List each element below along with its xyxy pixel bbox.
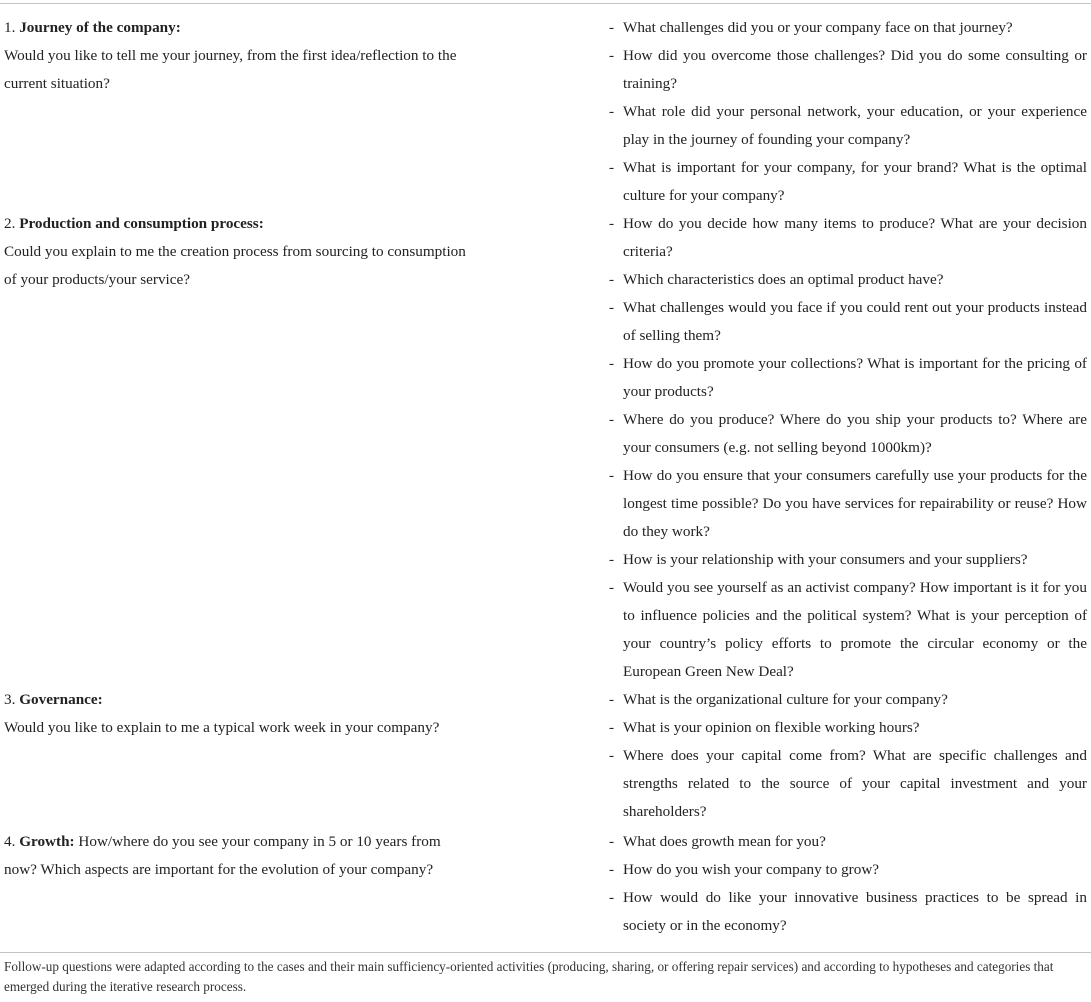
bullet-dash: - — [609, 691, 615, 708]
section-title: Production and consumption process: — [19, 215, 264, 232]
followup-item: - What is your opinion on flexible working hours? — [609, 714, 1087, 742]
section-question: Could you explain to me the creation process from sourcing to consumption of your products/your service? — [4, 243, 466, 288]
followup-item: - What challenges did you or your company face on that journey? — [609, 14, 1087, 42]
bullet-dash: - — [609, 467, 615, 484]
bullet-dash: - — [609, 271, 615, 288]
section-title: Journey of the company: — [19, 19, 181, 36]
table-footnote: Follow-up questions were adapted according to the cases and their main sufficiency-oriented activities (producing, sharing, or offering repair services) and according to hypotheses and categories that emerged during the iterative research process. — [4, 959, 1054, 994]
bullet-dash: - — [609, 411, 615, 428]
bullet-dash: - — [609, 747, 615, 764]
section-title: Growth: — [19, 833, 75, 850]
followup-item: - What is important for your company, for your brand? What is the optimal culture for your company? — [609, 154, 1087, 210]
bullet-dash: - — [609, 719, 615, 736]
followup-item: - What does growth mean for you? — [609, 828, 1087, 856]
section-4-followups — [609, 828, 1087, 940]
table-top-rule — [0, 3, 1091, 4]
section-question: How/where do you see your company in 5 or 10 years from now? Which aspects are important for the evolution of your company? — [4, 833, 441, 878]
section-number: 2. — [4, 215, 16, 232]
followup-item: - How do you decide how many items to produce? What are your decision criteria? — [609, 210, 1087, 266]
table-bottom-rule — [0, 952, 1091, 953]
section-number: 4. — [4, 833, 16, 850]
bullet-dash: - — [609, 47, 615, 64]
bullet-dash: - — [609, 355, 615, 372]
followup-item: - How did you overcome those challenges? Did you do some consulting or training? — [609, 42, 1087, 98]
followup-item: - What challenges would you face if you could rent out your products instead of selling them? — [609, 294, 1087, 350]
bullet-dash: - — [609, 215, 615, 232]
followup-item: - What is the organizational culture for your company? — [609, 686, 1087, 714]
section-2-followups — [609, 210, 1087, 686]
section-1-followups — [609, 14, 1087, 210]
bullet-dash: - — [609, 861, 615, 878]
bullet-dash: - — [609, 551, 615, 568]
bullet-dash: - — [609, 833, 615, 850]
followup-item: - How do you wish your company to grow? — [609, 856, 1087, 884]
followup-item: - What role did your personal network, your education, or your experience play in the journey of founding your company? — [609, 98, 1087, 154]
section-title: Governance: — [19, 691, 103, 708]
section-3-main-question — [4, 686, 474, 742]
bullet-dash: - — [609, 579, 615, 596]
section-question: Would you like to tell me your journey, from the first idea/reflection to the current situation? — [4, 47, 457, 92]
section-number: 1. — [4, 19, 16, 36]
followup-item: - Which characteristics does an optimal product have? — [609, 266, 1087, 294]
section-1-main-question — [4, 14, 474, 98]
followup-item: - How would do like your innovative business practices to be spread in society or in the economy? — [609, 884, 1087, 940]
section-2-main-question — [4, 210, 474, 294]
section-question: Would you like to explain to me a typical work week in your company? — [4, 719, 440, 736]
section-3-followups — [609, 686, 1087, 826]
bullet-dash: - — [609, 19, 615, 36]
bullet-dash: - — [609, 159, 615, 176]
bullet-dash: - — [609, 889, 615, 906]
bullet-dash: - — [609, 299, 615, 316]
followup-item: - Where does your capital come from? What are specific challenges and strengths related to the source of your capital investment and your shareholders? — [609, 742, 1087, 826]
followup-item: - Would you see yourself as an activist company? How important is it for you to influence policies and the political system? What is your perception of your country’s policy efforts to promote the circular economy or the European Green New Deal? — [609, 574, 1087, 686]
section-number: 3. — [4, 691, 16, 708]
section-4-main-question — [4, 828, 454, 884]
followup-item: - How is your relationship with your consumers and your suppliers? — [609, 546, 1087, 574]
followup-item: - Where do you produce? Where do you ship your products to? Where are your consumers (e.g. not selling beyond 1000km)? — [609, 406, 1087, 462]
followup-item: - How do you promote your collections? What is important for the pricing of your products? — [609, 350, 1087, 406]
bullet-dash: - — [609, 103, 615, 120]
followup-item: - How do you ensure that your consumers carefully use your products for the longest time possible? Do you have services for repairability or reuse? How do they work? — [609, 462, 1087, 546]
